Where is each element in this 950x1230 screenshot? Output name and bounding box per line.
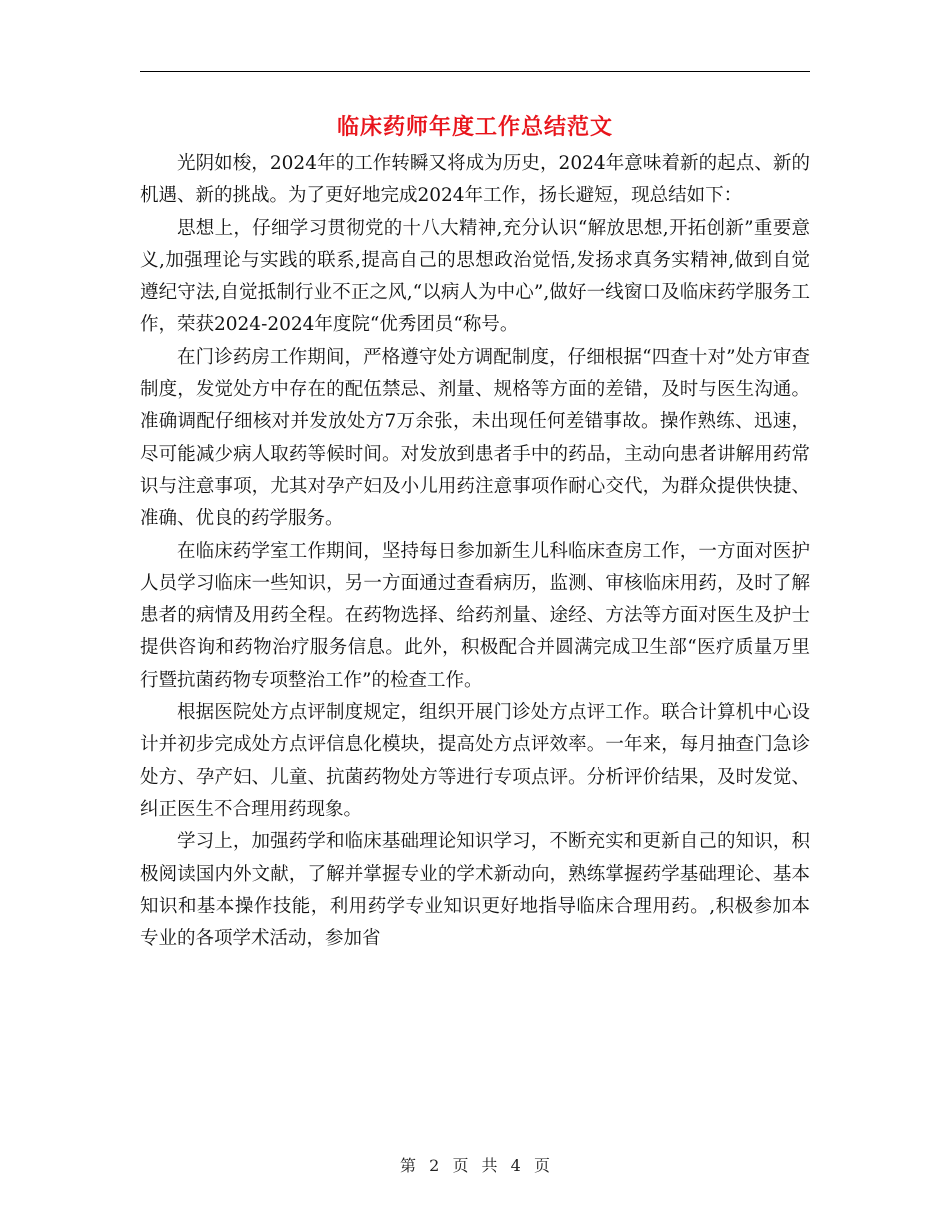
paragraph-prescription-review: 根据医院处方点评制度规定，组织开展门诊处方点评工作。联合计算机中心设计并初步完成处方点评信息化模块，提高处方点评效率。一年来，每月抽查门急诊处方、孕产妇、儿童、抗菌药物处方等进行专项点评。分析评价结果，及时发觉、纠正医生不合理用药现象。	[140, 702, 810, 820]
footer-di: 第	[400, 1156, 417, 1175]
document-title: 临床药师年度工作总结范文	[336, 114, 613, 140]
footer-ye: 页	[452, 1156, 469, 1175]
page-footer	[0, 1153, 950, 1176]
paragraph-intro: 光阴如梭，2024年的工作转瞬又将成为历史，2024年意味着新的起点、新的机遇、新的挑战。为了更好地完成2024年工作，扬长避短，现总结如下：	[140, 153, 810, 207]
footer-ye-2: 页	[533, 1156, 550, 1175]
paragraph-ideology: 思想上，仔细学习贯彻党的十八大精神,充分认识“解放思想,开拓创新”重要意义,加强理论与实践的联系,提高自己的思想政治觉悟,发扬求真务实精神,做到自觉遵纪守法,自觉抵制行业不正之风,“以病人为中心”,做好一线窗口及临床药学服务工作，荣获2024-2024年度院“优秀团员“称号。	[140, 217, 810, 336]
footer-total-pages: 4	[510, 1156, 521, 1175]
paragraph-study: 学习上，加强药学和临床基础理论知识学习，不断充实和更新自己的知识，积极阅读国内外文献，了解并掌握专业的学术新动向，熟练掌握药学基础理论、基本知识和基本操作技能，利用药学专业知识更好地指导临床合理用药。,积极参加本专业的各项学术活动，参加省	[140, 831, 810, 950]
paragraph-outpatient-pharmacy: 在门诊药房工作期间，严格遵守处方调配制度，仔细根据“四查十对”处方审查制度，发觉处方中存在的配伍禁忌、剂量、规格等方面的差错，及时与医生沟通。准确调配仔细核对并发放处方7万余张，未出现任何差错事故。操作熟练、迅速，尽可能减少病人取药等候时间。对发放到患者手中的药品，主动向患者讲解用药常识与注意事项，尤其对孕产妇及小儿用药注意事项作耐心交代，为群众提供快捷、准确、优良的药学服务。	[140, 346, 810, 530]
header-rule	[140, 71, 810, 72]
paragraph-clinical-pharmacy: 在临床药学室工作期间，坚持每日参加新生儿科临床查房工作，一方面对医护人员学习临床一些知识，另一方面通过查看病历，监测、审核临床用药，及时了解患者的病情及用药全程。在药物选择、给药剂量、途经、方法等方面对医生及护士提供咨询和药物治疗服务信息。此外，积极配合并圆满完成卫生部“医疗质量万里行暨抗菌药物专项整治工作”的检查工作。	[140, 540, 810, 691]
document-body	[140, 148, 810, 955]
footer-current-page: 2	[429, 1156, 440, 1175]
footer-gong: 共	[481, 1156, 498, 1175]
